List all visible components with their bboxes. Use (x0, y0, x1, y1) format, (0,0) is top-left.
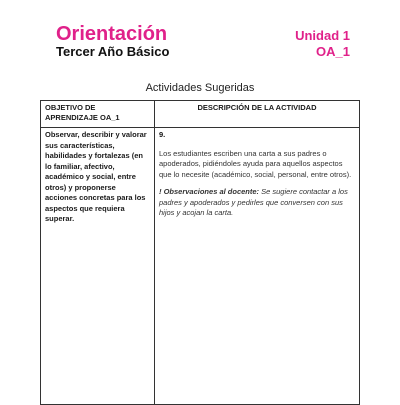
section-heading: Actividades Sugeridas (145, 82, 255, 94)
unit-label: Unidad 1 (295, 28, 350, 43)
objective-text: Observar, describir y valorar sus características, habilidades y fortalezas (en lo familiar, afectivo, académico y social, entre otros) y proponerse acciones concretas para los aspectos que requiera superar. (45, 130, 147, 223)
objective-cell (41, 128, 155, 405)
grade-subtitle: Tercer Año Básico (56, 44, 170, 59)
page-title: Orientación (56, 23, 168, 45)
table-row (41, 128, 360, 405)
description-column-header: DESCRIPCIÓN DE LA ACTIVIDAD (155, 101, 360, 128)
description-cell (155, 128, 360, 405)
activity-number: 9. (159, 130, 166, 139)
table-header-row (41, 101, 360, 128)
objective-column-header: OBJETIVO DE APRENDIZAJE OA_1 (41, 101, 155, 128)
activity-table (40, 100, 360, 405)
observations-note (159, 187, 355, 219)
activity-text: Los estudiantes escriben una carta a sus padres o apoderados, pidiéndoles ayuda para aquellos aspectos que lo necesite (académico, social, personal, entre otros). (159, 148, 352, 179)
oa-label: OA_1 (316, 44, 350, 59)
observations-text: Se sugiere contactar a los padres y apoderados y pedirles que conversen con sus hijos y acojan la carta. (159, 187, 348, 217)
observations-label: ! Observaciones al docente: (159, 187, 260, 196)
